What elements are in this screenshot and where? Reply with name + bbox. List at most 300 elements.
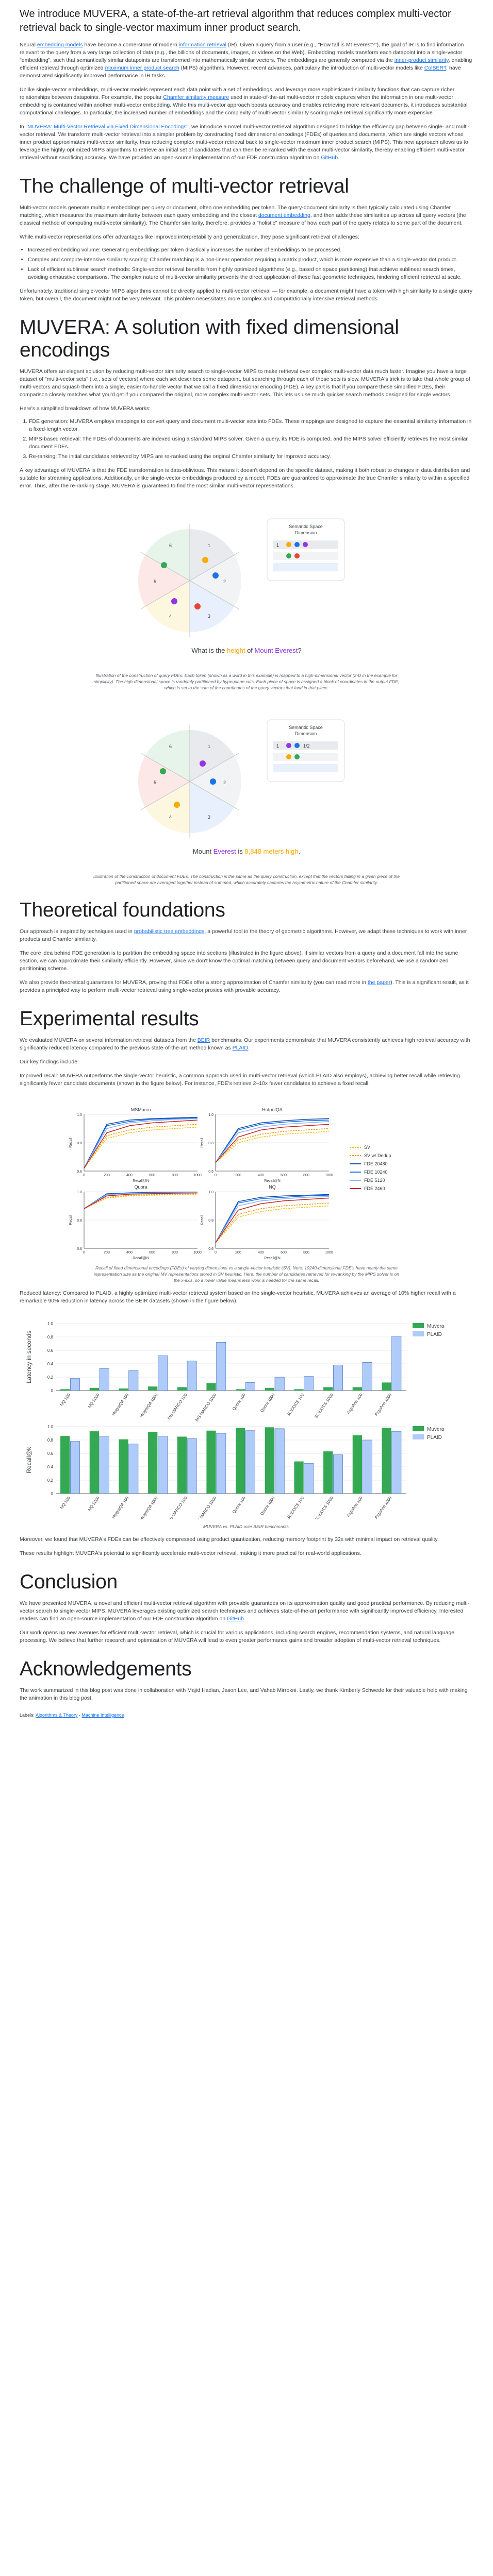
sector-label: 3 [208,614,211,619]
bar [129,1444,138,1494]
conclusion-paragraph-1 [20,1600,473,1623]
line-chart [201,1107,333,1183]
token-vector-dot [200,760,206,767]
list-item: 2. MIPS-based retrieval: The FDEs of documents are indexed using a standard MIPS solver. Given a query, its FDE is computed, and the MIPS solver efficiently retrieves the most similar document FDEs. [29,435,473,451]
category-label: ArguAna 100 [346,1495,364,1518]
github-link[interactable]: GitHub [321,155,338,161]
bar [119,1439,128,1494]
x-axis-label: Recall@N [133,1257,149,1260]
text: , a powerful tool in the theory of geometric algorithms. However, we adapt these techniques to work with inner products and Chamfer similarity. [20,928,467,942]
bar [353,1387,362,1391]
bar [245,1382,255,1391]
legend-label: PLAID [427,1332,442,1337]
series-line [84,1124,198,1168]
text: of [245,647,255,654]
y-axis-label: Recall [69,1138,73,1148]
bar [119,1388,128,1391]
sector-label: 3 [208,815,211,820]
category-label: SCIDOCS 1000 [314,1392,334,1419]
token-vector-dot [210,778,216,785]
chart-title: NQ [269,1184,276,1190]
label-separator: · [77,1713,82,1718]
bar [100,1436,109,1494]
category-label: NQ 1000 [87,1392,101,1409]
y-tick-label: 0.6 [77,1247,82,1251]
bar [304,1377,314,1391]
results-heading: Experimental results [20,1008,199,1030]
bar [177,1437,187,1494]
label-machine-intelligence[interactable]: Machine Intelligence [81,1713,124,1718]
sector-label: 6 [169,744,172,749]
fde-header-line-2: Dimension [294,530,317,535]
chamfer-link[interactable]: Chamfer similarity measure [163,94,229,100]
bar [148,1432,157,1494]
bar-charts-caption: MUVERA vs. PLAID over BEIR benchmarks. [203,1524,290,1529]
y-tick-label: 1.0 [47,1321,53,1326]
challenge-paragraph-3: Unfortunately, traditional single-vector MIPS algorithms cannot be directly applied to multi-vector retrieval — for example, a document might have a token with high similarity to a single query token, but overall, the document might not be very relevant. This problem necessitates more complex and computationally intensive retrieval methods. [20,288,473,302]
token-vector-dot [212,572,219,579]
y-tick-label: 0.6 [208,1170,213,1174]
bar [304,1464,314,1494]
text: is [236,848,245,855]
category-label: Quora 1000 [259,1392,276,1413]
y-tick-label: 0.6 [47,1348,53,1353]
legend-swatch [413,1434,424,1439]
fde-panel [267,720,344,782]
x-tick-label: 200 [235,1174,241,1177]
x-tick-label: 0 [83,1174,85,1177]
fde-dot [294,542,300,547]
fde-dot [286,542,291,547]
series-line [84,1194,198,1209]
bar [187,1361,196,1391]
x-tick-label: 400 [258,1251,264,1255]
theory-paragraph-2: The core idea behind FDE generation is to partition the embedding space into sections (illustrated in the figure above). If similar vectors from a query and a document fall into the same section, we can approximate their similarity efficiently. However, since we don't know the optimal matching between query and document vectors beforehand, we use a randomized partitioning scheme. [20,950,458,972]
y-tick-label: 1.0 [77,1191,82,1194]
conclusion-heading: Conclusion [20,1571,118,1593]
series-line [84,1118,198,1168]
text: . [243,1616,245,1622]
sector-label: 2 [223,780,226,785]
query-fde-caption: Illustration of the construction of query FDEs. Each token (shown as a word in this example) is mapped to a high-dimensional vector (2-D in the example for simplicity). The high-dimensional space is randomly partitioned by hyperplane cuts. Each piece of space is assigned a block of coordinates in the output FDE, which is set to the sum of the coordinates of the query vectors that land in that piece. [93,673,399,690]
legend-swatch [413,1323,424,1328]
solution-paragraph-3: A key advantage of MUVERA is that the FDE transformation is data-oblivious. This means it doesn't depend on the specific dataset, making it both robust to changes in data distribution and suitable for streaming applications. Additionally, unlike single-vector embeddings produced by a model, FDEs are guaranteed to approximate the true Chamfer similarity to within a specified error. Thus, after the re-ranking stage, MUVERA is guaranteed to find the most similar multi-vector representations. [20,467,470,489]
fde-header-line-2: Dimension [294,731,317,736]
bar [90,1431,99,1494]
chart-title: MSMarco [130,1107,151,1112]
x-tick-label: 400 [126,1174,133,1177]
y-tick-label: 0.4 [47,1465,53,1469]
challenge-paragraph-2: While multi-vector representations offer advantages like improved interpretability and generalization, they pose significant retrieval challenges: [20,234,359,240]
theory-paragraph-3 [20,979,473,994]
y-axis-label: Recall [201,1138,204,1148]
text: , enabling efficient retrieval through optimized [20,57,472,71]
recall-charts-caption: Recall of fixed dimensional encodings (FDEs) of varying dimensions vs a single-vector heuristic (SV). Note: 10240-dimensional FDE's have nearly the same representation size as the original MV representations stored in SV heuristic. Here, the number of candidates retrieved for re-ranking by the MIPS solver is on the x-axis, so a lower value means less work is needed for the same recall. [94,1265,399,1283]
bar [333,1455,342,1494]
bar [275,1429,284,1494]
plaid-link[interactable]: PLAID [232,1045,248,1051]
category-label: NQ 100 [59,1392,71,1407]
y-tick-label: 0.8 [47,1438,53,1443]
solution-heading: MUVERA: A solution with fixed dimensional encodings [20,316,399,361]
bar [382,1428,391,1494]
latency-recall-bar-charts [20,1313,473,1519]
bar [206,1383,216,1391]
x-tick-label: 800 [303,1174,309,1177]
legend-label: FDE 5120 [364,1178,385,1183]
fde-row [273,552,338,560]
fde-row-label: 1 [276,743,280,749]
y-tick-label: 0.6 [47,1451,53,1456]
solution-steps [29,418,473,461]
github-link[interactable]: GitHub [227,1616,244,1622]
sector-label: 4 [169,614,172,619]
sector-label: 4 [169,815,172,820]
category-label: ArguAna 1000 [373,1495,393,1519]
acknowledgements-heading: Acknowledgements [20,1658,192,1680]
recall-line-charts-svg [61,1096,432,1261]
fde-row [273,764,338,772]
results-paragraph-6: These results highlight MUVERA's potential to significantly accelerate multi-vector retrieval, making it more practical for real-world applications. [20,1550,361,1556]
x-tick-label: 0 [215,1174,217,1177]
bar [382,1382,391,1391]
challenge-list [28,246,473,281]
legend-swatch [413,1331,424,1336]
bar [294,1389,303,1391]
fde-row [273,753,338,761]
series-line [216,1197,329,1243]
text: (MIPS) algorithms. However, recent advances, particularly the introduction of multi-vector models like [179,65,424,71]
fde-header-line-1: Semantic Space [289,524,323,529]
series-line [216,1120,329,1163]
fde-dot [294,754,300,759]
category-label: MS MARCO 100 [167,1495,188,1519]
fde-dot [294,743,300,748]
y-tick-label: 0.8 [47,1335,53,1340]
sector-label: 1 [208,744,211,749]
recall-line-charts [61,1096,432,1261]
bar [363,1440,372,1494]
x-tick-label: 200 [104,1174,110,1177]
x-tick-label: 600 [281,1251,287,1255]
sector-label: 5 [154,780,157,785]
list-item: 3. Re-ranking: The initial candidates retrieved by MIPS are re-ranked using the original Chamfer similarity for improved accuracy. [29,453,473,461]
information-retrieval-link[interactable]: information retrieval [178,42,226,48]
y-tick-label: 0 [51,1388,53,1393]
bar [236,1389,245,1391]
intro-paragraph-3 [20,123,473,162]
text: Our approach is inspired by techniques used in [20,928,134,935]
y-tick-label: 0.8 [208,1219,213,1223]
x-tick-label: 1000 [193,1174,202,1177]
category-label: ArguAna 1000 [373,1392,393,1417]
y-axis-label: Recall@k [25,1447,32,1473]
bar [294,1462,303,1494]
list-item: 1. FDE generation: MUVERA employs mappings to convert query and document multi-vector sets into FDEs. These mappings are designed to capture the essential similarity information in a fixed-length vector. [29,418,473,433]
legend-label: SV w/ Dedup [364,1153,391,1158]
text: Neural [20,42,37,48]
results-paragraph-4: Reduced latency: Compared to PLAID, a highly optimized multi-vector retrieval system based on the single-vector heuristic, MUVERA achieves an average of 10% higher recall with a remarkable 90% reduction in latency across the BEIR datasets (shown in the figure below). [20,1290,456,1304]
article-column [20,7,473,1724]
x-tick-label: 400 [126,1251,133,1255]
fde-row-label: 1 [276,543,280,548]
acknowledgements-paragraph: The work summarized in this blog post was done in collaboration with Majid Hadian, Jason Lee, and Vahab Mirrokni. Lastly, we thank Kimberly Schwede for their valuable help with making the animation in this blog post. [20,1687,468,1701]
bar [206,1431,216,1494]
category-label: SCIDOCS 1000 [314,1495,334,1519]
bar [90,1388,99,1391]
text: . [248,1045,250,1051]
bar [60,1389,70,1391]
chart-title: HotpotQA [262,1107,283,1112]
document-embedding-link[interactable]: document embedding [258,212,310,218]
x-tick-label: 800 [172,1174,178,1177]
fde-dot [294,553,300,558]
text: Mount [192,848,213,855]
list-item: • Complex and compute-intensive similarity scoring: Chamfer matching is a non-linear operation requiring a matrix product, which is more expensive than a single-vector dot product. [28,256,473,264]
label-algorithms-theory[interactable]: Algorithms & Theory [36,1713,78,1718]
category-label: NQ 1000 [87,1495,101,1512]
x-tick-label: 600 [149,1174,155,1177]
beir-link[interactable]: BEIR [197,1037,210,1043]
bar [265,1388,274,1391]
labels-prefix: Labels: [20,1713,35,1718]
legend-label: FDE 10240 [364,1170,388,1175]
text: We also provide theoretical guarantees for MUVERA, proving that FDEs offer a strong approximation of Chamfer similarity (you can read more in [20,979,368,986]
query-fde-illustration [87,498,406,668]
sector-label: 1 [208,543,211,548]
y-tick-label: 0.2 [47,1478,53,1483]
recall-bar-chart [25,1425,445,1519]
inner-product-link[interactable]: inner-product similarity [394,57,449,63]
mips-link[interactable]: maximum inner product search [105,65,179,71]
results-paragraph-3: Improved recall: MUVERA outperforms the single-vector heuristic, a common approach used in multi-vector retrieval (which PLAID also employs), achieving better recall while retrieving significantly fewer candidate documents (shown in the figure below). For instance, FDE's retrieve 2–10x fewer candidates to achieve a fixed recall. [20,1073,460,1087]
labels-footer [20,1713,473,1724]
document-sentence [193,848,300,855]
bar [353,1435,362,1494]
line-chart-legend [350,1145,391,1191]
token-vector-dot [202,557,208,563]
category-label: SCIDOCS 100 [286,1495,305,1519]
series-line [216,1124,329,1162]
colbert-link[interactable]: ColBERT [424,65,447,71]
y-tick-label: 0.4 [47,1362,53,1366]
theory-paragraph-1 [20,928,473,943]
latency-bar-chart [25,1321,445,1422]
bar [217,1433,226,1494]
bar [275,1377,284,1391]
x-tick-label: 600 [149,1251,155,1255]
bar [70,1442,79,1494]
category-label: MS MARCO 1000 [194,1495,218,1519]
partition-circle [138,725,241,838]
text: ? [298,647,302,654]
conclusion-paragraph-2: Our work opens up new avenues for efficient multi-vector retrieval, which is crucial for various applications, including search engines, recommendation systems, and natural language processing. We believe that further research and optimization of MUVERA will lead to even greater performance gains and broader adoption of multi-vector retrieval techniques. [20,1630,455,1643]
legend-label: FDE 20480 [364,1161,388,1166]
highlight-word: Mount Everest [254,647,298,654]
series-line [216,1122,329,1163]
legend-swatch [413,1426,424,1431]
text: What is the [191,647,227,654]
category-label: SCIDOCS 100 [286,1392,305,1417]
text: We have presented MUVERA, a novel and efficient multi-vector retrieval algorithm with provable guarantees on its approximation quality and good practical performance. By reducing multi-vector search to single-vector MIPS, MUVERA leverages existing optimized search techniques and achieves state-of-the-art performance with significantly improved efficiency. Interested readers can find an open-source implementation of our FDE construction algorithm on [20,1600,470,1622]
bar [363,1362,372,1391]
y-tick-label: 1.0 [208,1113,213,1117]
category-label: NQ 100 [59,1495,71,1510]
fde-dot [286,754,291,759]
y-tick-label: 0 [51,1492,53,1496]
text: ", we introduce a novel multi-vector retrieval algorithm designed to bridge the efficiency gap between single- and multi-vector retrieval. We transform multi-vector retrieval into a simpler problem by constructing fixed dimensional encodings (FDEs) of queries and documents, which are single vectors whose inner product approximates multi-vector similarity, thus reducing complex multi-vector retrieval back to single-vector maximum inner product search (MIPS). This new approach allows us to leverage the highly-optimized MIPS algorithms to retrieve an initial set of candidates that can then be re-ranked with the exact multi-vector similarity, thereby enabling efficient multi-vector retrieval without sacrificing accuracy. We have provided an open-source implementation of our FDE construction algorithm on [20,124,470,161]
text: , have demonstrated significantly improved performance in IR tasks. [20,65,461,79]
intro-paragraph-1 [20,41,473,80]
bar [158,1436,167,1494]
average-factor: 1/2 [303,743,310,749]
text: have become a cornerstone of modern [83,42,179,48]
x-axis-label: Recall@N [264,1179,281,1183]
theory-heading: Theoretical foundations [20,899,225,921]
text: used in state-of-the-art multi-vector models captures when the information in one multi-vector embedding is contained within another multi-vector embedding. While this multi-vector approach boosts accuracy and enables retrieving more relevant documents, it introduces substantial computational challenges. In particular, the increased number of embeddings and the complexity of multi-vector similarity scoring make retrieval significantly more expensive. [20,94,468,116]
series-line [216,1131,329,1163]
x-tick-label: 1000 [325,1174,333,1177]
token-vector-dot [171,598,177,604]
intro-paragraph-2 [20,86,473,117]
paper-link[interactable]: MUVERA: Multi-Vector Retrieval via Fixed Dimensional Encodings [27,124,187,130]
results-paragraph-2: Our key findings include: [20,1059,79,1065]
highlight-word: 8,848 meters high [244,848,299,855]
text: . [338,155,339,161]
chart-title: Quora [134,1184,147,1190]
the-paper-link[interactable]: the paper [367,979,391,986]
x-tick-label: 600 [281,1174,287,1177]
challenge-heading: The challenge of multi-vector retrieval [20,175,349,197]
sector-label: 5 [154,579,157,584]
results-paragraph-1 [20,1037,473,1052]
legend-label: FDE 2460 [364,1186,385,1191]
text: , and then adds these similarities up across all query vectors (the classical method of computing multi-vector similarity). The Chamfer similarity, therefore, provides a "holistic" measure of how each part of the query relates to some part of the document. [20,212,466,226]
legend-label: Muvera [427,1427,445,1432]
x-tick-label: 200 [235,1251,241,1255]
y-tick-label: 0.8 [77,1142,82,1145]
bar [129,1370,138,1391]
bar [245,1431,255,1494]
bar [265,1427,274,1494]
bar [148,1386,157,1391]
legend-label: PLAID [427,1435,442,1440]
category-label: HotpotQA 1000 [139,1392,159,1418]
solution-paragraph-2: Here's a simplified breakdown of how MUVERA works: [20,405,151,412]
embedding-models-link[interactable]: embedding models [37,42,83,48]
text: Multi-vector models generate multiple embeddings per query or document, often one embedding per token. The query-document similarity is then typically calculated using Chamfer matching, which measures the maximum similarity between each query embedding and the closest [20,205,451,218]
tree-embeddings-link[interactable]: probabilistic tree embeddings [134,928,205,935]
y-tick-label: 0.6 [208,1247,213,1251]
list-item: • Increased embedding volume: Generating embeddings per token drastically increases the number of embeddings to be processed. [28,246,473,254]
query-fde-figure [87,498,406,668]
text: Unlike single-vector embeddings, multi-vector models represent each data point with a set of embeddings, and leverage more sophisticated similarity functions that can capture richer relationships between datapoints. For example, the popular [20,87,455,100]
y-axis-label: Latency in seconds [25,1330,32,1384]
bar [392,1336,401,1391]
sector-label: 6 [169,543,172,548]
bar [323,1387,333,1391]
bar [333,1365,342,1391]
document-fde-figure [87,699,406,869]
token-vector-dot [161,562,167,568]
token-vector-dot [194,603,201,609]
category-label: HotpotQA 100 [111,1495,130,1519]
y-tick-label: 1.0 [47,1425,53,1429]
intro-lead: We introduce MUVERA, a state-of-the-art retrieval algorithm that reduces complex multi-vector retrieval back to single-vector maximum inner product search. [20,8,451,33]
x-tick-label: 200 [104,1251,110,1255]
y-tick-label: 0.8 [208,1142,213,1145]
bar [392,1431,401,1494]
bar [323,1451,333,1494]
document-fde-caption: Illustration of the construction of document FDEs. The construction is the same as the query construction, except that the vectors falling in a given piece of the partitioned space are averaged together instead of summed, which accurately captures the asymmetric nature of the Chamfer similarity. [93,874,400,885]
legend-label: Muvera [427,1324,445,1329]
y-tick-label: 1.0 [77,1113,82,1117]
line-chart [69,1184,202,1260]
category-label: HotpotQA 100 [111,1392,130,1417]
category-label: Quora 100 [231,1392,247,1412]
x-tick-label: 1000 [193,1251,202,1255]
category-label: ArguAna 100 [346,1392,364,1415]
text: We evaluated MUVERA on several information retrieval datasets from the [20,1037,198,1043]
category-label: HotpotQA 1000 [139,1495,159,1519]
line-chart [69,1107,202,1183]
solution-paragraph-1: MUVERA offers an elegant solution by reducing multi-vector similarity search to single-vector MIPS to make retrieval over complex multi-vector data much faster. Imagine you have a large dataset of "multi-vector sets" (i.e., sets of vectors) where each set describes some datapoint, but searching through each of those sets is slow. MUVERA's trick is to take that whole group of multi-vectors and squash them into a single, easier-to-handle vector that we call a fixed dimensional encoding (FDE). A key part is that if you compare these simplified FDEs, their comparison closely matches what you'd get if you compared the original, more complex multi-vector sets. This lets us use much quicker search methods designed for single vectors. [20,368,470,398]
bar-charts-svg [20,1313,473,1519]
fde-dot [303,542,308,547]
fde-dot [286,553,291,558]
fde-row [273,563,338,571]
sector-label: 2 [223,579,226,584]
x-tick-label: 1000 [325,1251,333,1255]
y-axis-label: Recall [201,1215,204,1225]
x-tick-label: 800 [172,1251,178,1255]
fde-header-line-1: Semantic Space [289,725,323,730]
series-line [216,1198,329,1243]
text: (IR). Given a query from a user (e.g., "How tall is Mt Everest?"), the goal of IR is to find information relevant to the query from a very large collection of data (e.g., the billions of documents, images, or videos on the Web). Embedding models transform each datapoint into a single-vector "embedding", such that semantically similar datapoints are transformed into mathematically similar vectors. The embeddings are generally compared via the [20,42,464,63]
query-sentence [191,647,301,654]
line-chart [201,1184,333,1260]
bar [70,1379,79,1391]
x-axis-label: Recall@N [264,1257,281,1260]
category-label: Quora 100 [231,1495,247,1515]
x-tick-label: 800 [303,1251,309,1255]
challenge-paragraph-1 [20,204,473,227]
list-item: • Lack of efficient sublinear search methods: Single-vector retrieval benefits from highly optimized algorithms (e.g., based on space partitioning) that achieve sublinear search times, avoiding exhaustive comparisons. The complex nature of multi-vector similarity prevents the direct application of these fast geometric techniques, hindering efficient retrieval at scale. [28,266,473,281]
y-axis-label: Recall [69,1215,73,1225]
x-axis-label: Recall@N [133,1179,149,1183]
text: . [298,848,301,855]
x-tick-label: 400 [258,1174,264,1177]
fde-panel [267,519,344,581]
bar [217,1342,226,1391]
partition-circle [138,524,241,637]
x-tick-label: 0 [83,1251,85,1255]
token-vector-dot [160,768,166,774]
category-label: Quora 1000 [259,1495,276,1516]
highlight-word: height [227,647,245,654]
y-tick-label: 0.8 [77,1219,82,1223]
bar [100,1368,109,1391]
series-line [216,1203,329,1243]
text: In " [20,124,28,130]
results-paragraph-5: Moreover, we found that MUVERA's FDEs can be effectively compressed using product quantization, reducing memory footprint by 32x with minimal impact on retrieval quality. [20,1536,439,1543]
series-line [216,1129,329,1163]
text: benchmarks. Our experiments demonstrate that MUVERA consistently achieves high retrieval accuracy with significantly reduced latency compared to the previous state-of-the-art method known as [20,1037,470,1051]
token-vector-dot [174,802,180,808]
x-tick-label: 0 [215,1251,217,1255]
bar [177,1387,187,1391]
text: ). This is a significant result, as it provides a principled way to perform multi-vector retrieval using single-vector proxies with provable accuracy. [20,979,469,993]
